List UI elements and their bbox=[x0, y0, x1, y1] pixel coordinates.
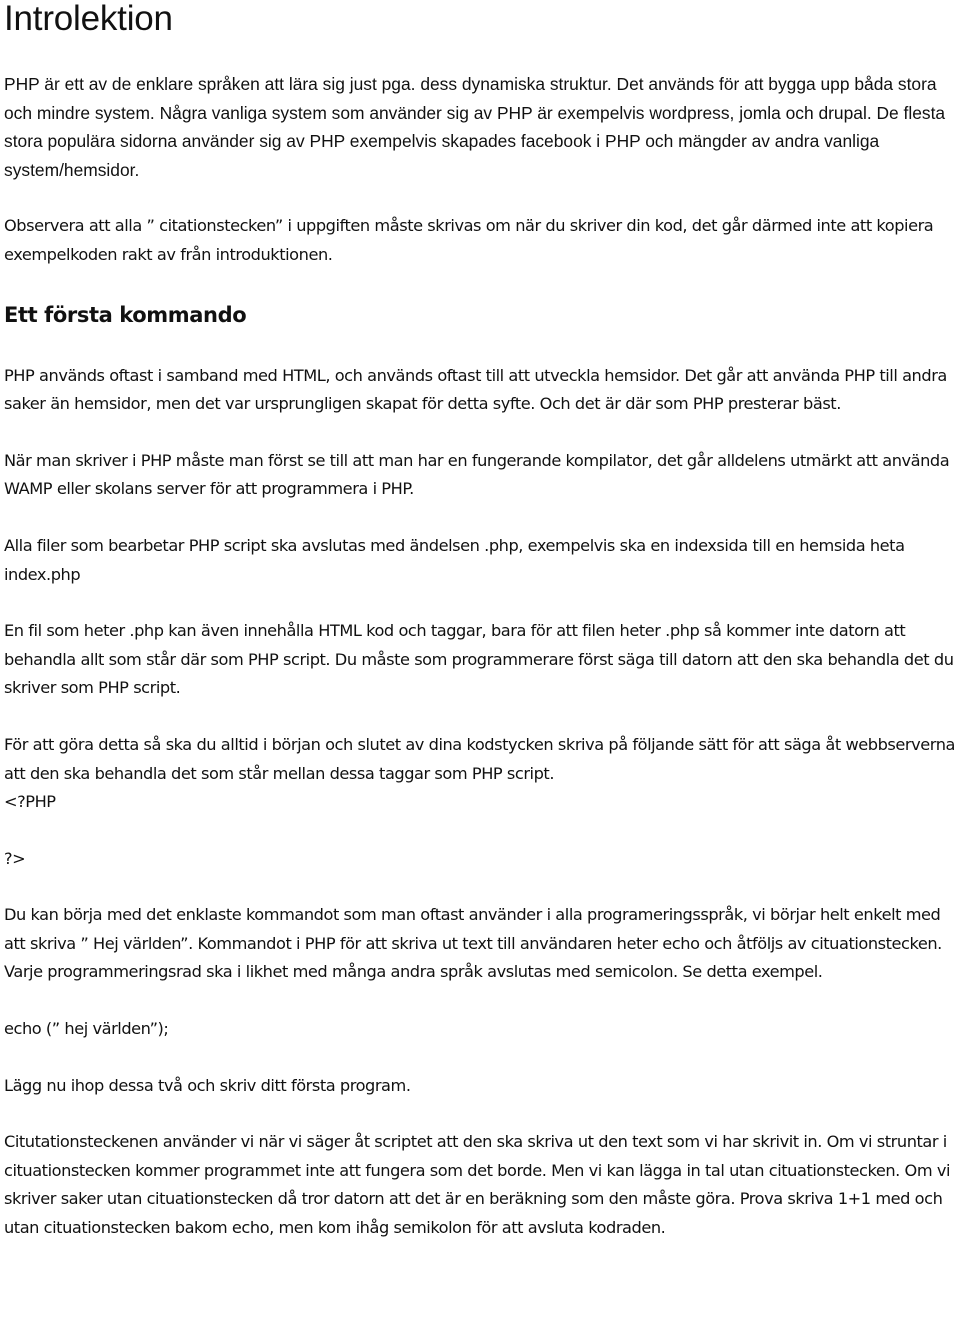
paragraph-quotation-marks: Citutationsteckenen använder vi när vi säger åt scriptet att den ska skriva ut den text som vi har skrivit in. Om vi struntar i cituationstecken kommer programmet inte att fungera som det borde. Men vi kan lägga in tal utan cituationstecken. Om vi skriver saker utan cituationstecken då tror datorn att det är en beräkning som den måste göra. Prova skriva 1+1 med och utan cituationstecken bakom echo, men kom ihåg semikolon för att avsluta kodraden. bbox=[4, 1132, 951, 1238]
intro-paragraph: PHP är ett av de enklare språken att lära sig just pga. dess dynamiska struktur. Det används för att bygga upp båda stora och mindre system. Några vanliga system som använder sig av PHP är exempelvis wordpress, jomla och drupal. De flesta stora populära sidorna använder sig av PHP exempelvis skapades facebook i PHP och mängder av andra vanliga system/hemsidor. bbox=[4, 74, 946, 180]
paragraph-compiler: När man skriver i PHP måste man först se till att man har en fungerande kompilator, det går alldelens utmärkt att använda WAMP eller skolans server för att programmera i PHP. bbox=[4, 450, 950, 499]
observe-paragraph: Observera att alla ” citationstecken” i uppgiften måste skrivas om när du skriver din kod, det går därmed inte att kopiera exempelkoden rakt av från introduktionen. bbox=[4, 216, 934, 264]
document-page bbox=[4, 0, 956, 1243]
paragraph-html-usage: PHP används oftast i samband med HTML, och används oftast till att utveckla hemsidor. Det går att använda PHP till andra saker än hemsidor, men det var ursprungligen skapat för detta syfte. Och det är där som PHP presterar bäst. bbox=[4, 365, 947, 414]
code-open-tag: <?PHP bbox=[4, 792, 56, 812]
paragraph-first-program: Lägg nu ihop dessa två och skriv ditt första program. bbox=[4, 1075, 411, 1095]
code-echo-example: echo (” hej världen”); bbox=[4, 1019, 169, 1039]
paragraph-php-tags: För att göra detta så ska du alltid i början och slutet av dina kodstycken skriva på följande sätt för att säga åt webbserverna att den ska behandla det som står mellan dessa taggar som PHP script. bbox=[4, 734, 955, 783]
paragraph-hello-world: Du kan börja med det enklaste kommandot som man oftast använder i alla programeringsspråk, vi börjar helt enkelt med att skriva ” Hej världen”. Kommandot i PHP för att skriva ut text till användaren heter echo och åtföljs av cituationstecken. Varje programmeringsrad ska i likhet med många andra språk avslutas med semicolon. Se detta exempel. bbox=[4, 905, 942, 982]
document-title: Introlektion bbox=[4, 0, 173, 38]
code-close-tag: ?> bbox=[4, 848, 26, 868]
paragraph-html-in-php: En fil som heter .php kan även innehålla HTML kod och taggar, bara för att filen heter .php så kommer inte datorn att behandla allt som står där som PHP script. Du måste som programmerare först säga till datorn att den ska behandla det du skriver som PHP script. bbox=[4, 621, 954, 698]
paragraph-file-extension: Alla filer som bearbetar PHP script ska avslutas med ändelsen .php, exempelvis ska en indexsida till en hemsida heta index.php bbox=[4, 535, 905, 584]
section-heading: Ett första kommando bbox=[4, 302, 247, 327]
